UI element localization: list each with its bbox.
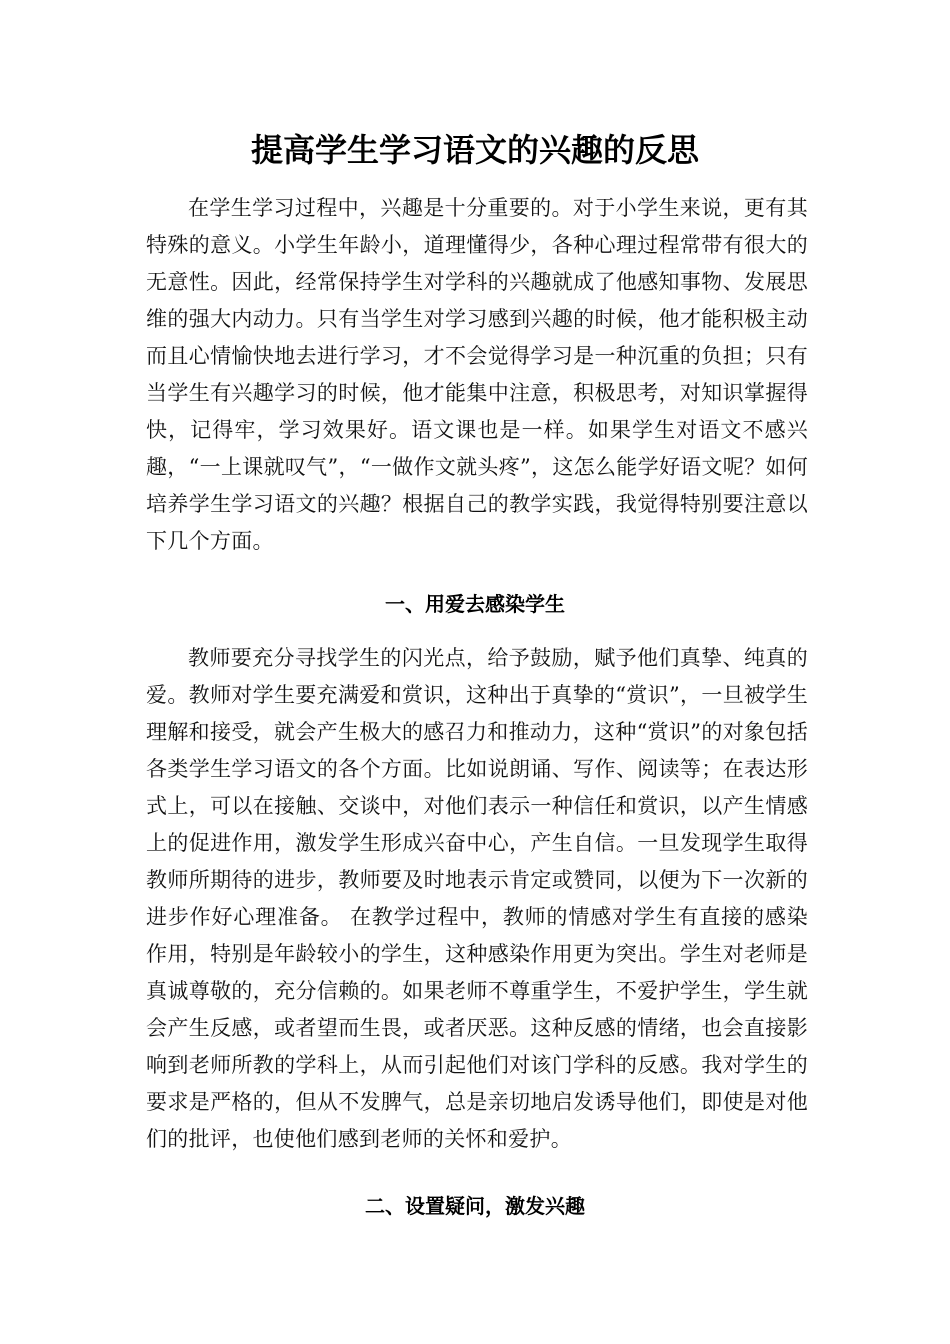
section-heading-2: 二、设置疑问，激发兴趣 — [365, 1194, 585, 1218]
section-heading-1: 一、用爱去感染学生 — [385, 592, 565, 616]
intro-paragraph: 在学生学习过程中，兴趣是十分重要的。对于小学生来说，更有其特殊的意义。小学生年龄小，道理懂得少，各种心理过程常带有很大的无意性。因此，经常保持学生对学科的兴趣就成了他感知事物、发展思维的强大内动力。只有当学生对学习感到兴趣的时候，他才能积极主动而且心情愉快地去进行学习，才不会觉得学习是一种沉重的负担；只有当学生有兴趣学习的时候，他才能集中注意，积极思考，对知识掌握得快，记得牢，学习效果好。语文课也是一样。如果学生对语文不感兴趣，“一上课就叹气”，“一做作文就头疼”，这怎么能学好语文呢？如何培养学生学习语文的兴趣？根据自己的教学实践，我觉得特别要注意以下几个方面。 — [146, 196, 808, 553]
section-paragraph-1: 教师要充分寻找学生的闪光点，给予鼓励，赋予他们真挚、纯真的爱。教师对学生要充满爱和赏识，这种出于真挚的“赏识”，一旦被学生理解和接受，就会产生极大的感召力和推动力，这种“赏识”的对象包括各类学生学习语文的各个方面。比如说朗诵、写作、阅读等；在表达形式上，可以在接触、交谈中，对他们表示一种信任和赏识，以产生情感上的促进作用，激发学生形成兴奋中心，产生自信。一旦发现学生取得教师所期待的进步，教师要及时地表示肯定或赞同，以便为下一次新的进步作好心理准备。 在教学过程中，教师的情感对学生有直接的感染作用，特别是年龄较小的学生，这种感染作用更为突出。学生对老师是真诚尊敬的，充分信赖的。如果老师不尊重学生，不爱护学生，学生就会产生反感，或者望而生畏，或者厌恶。这种反感的情绪，也会直接影响到老师所教的学科上，从而引起他们对该门学科的反感。我对学生的要求是严格的，但从不发脾气，总是亲切地启发诱导他们，即使是对他们的批评，也使他们感到老师的关怀和爱护。 — [146, 646, 808, 1151]
page-title: 提高学生学习语文的兴趣的反思 — [250, 131, 699, 169]
